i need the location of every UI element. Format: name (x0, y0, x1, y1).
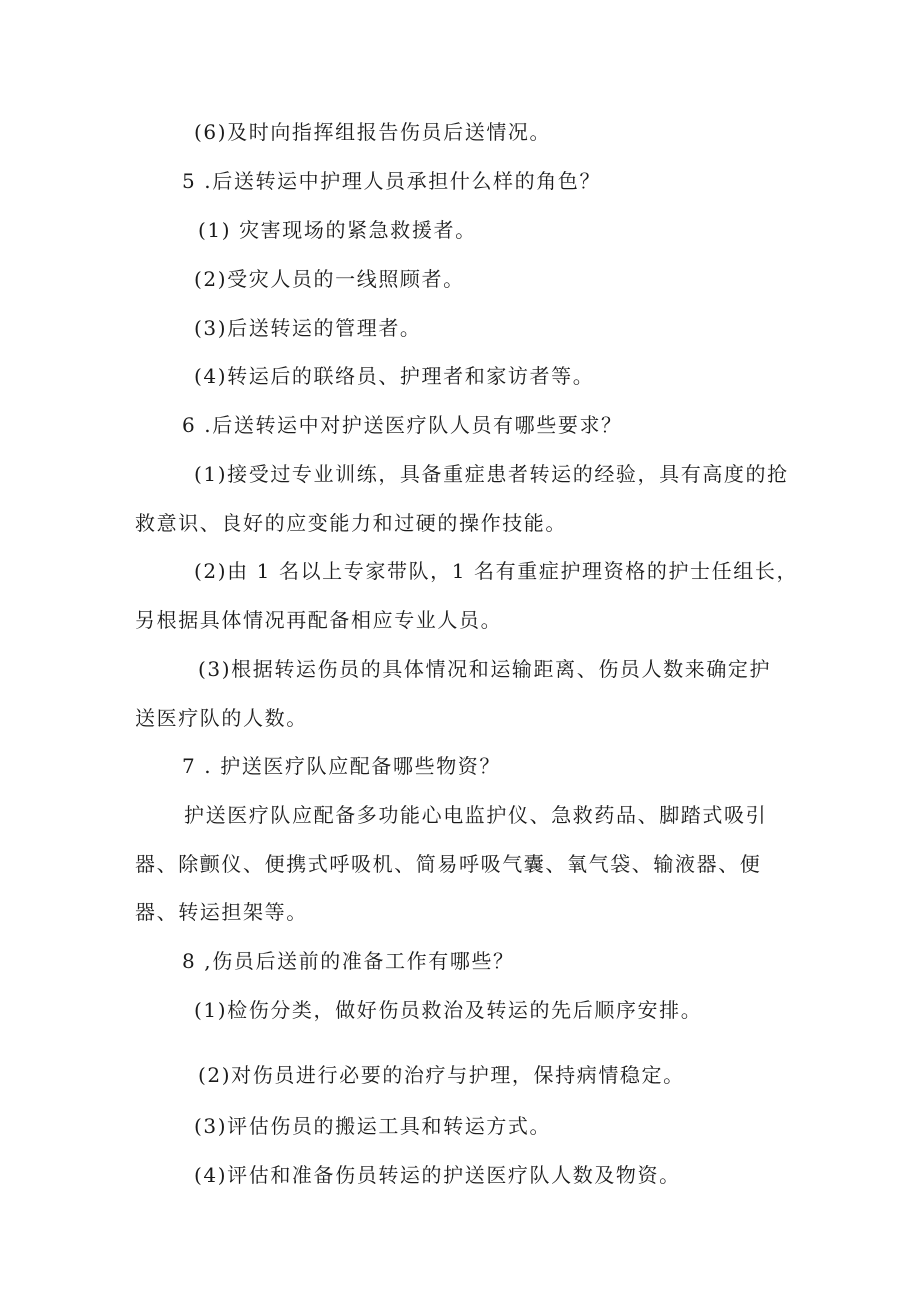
q5-answer-4: (4)转运后的联络员、护理者和家访者等。 (194, 364, 595, 388)
q6-answer-3-line-2: 送医疗队的人数。 (135, 706, 308, 730)
q5-answer-1: (1) 灾害现场的紧急救援者。 (198, 218, 477, 242)
q8-answer-3: (3)评估伤员的搬运工具和转运方式。 (194, 1114, 552, 1138)
q5-answer-2: (2)受灾人员的一线照顾者。 (194, 267, 465, 291)
q7-answer-line-1: 护送医疗队应配备多功能心电监护仪、急救药品、脚踏式吸引 (184, 803, 768, 827)
q6-answer-1-line-1: (1)接受过专业训练，具备重症患者转运的经验，具有高度的抢 (194, 462, 789, 486)
item-6-report-status: (6)及时向指挥组报告伤员后送情况。 (194, 120, 552, 144)
q8-answer-1: (1)检伤分类，做好伤员救治及转运的先后顺序安排。 (194, 998, 703, 1022)
q8-answer-2: (2)对伤员进行必要的治疗与护理，保持病情稳定。 (198, 1063, 685, 1087)
q6-answer-3-line-1: (3)根据转运伤员的具体情况和运输距离、伤员人数来确定护 (198, 657, 772, 681)
question-6-heading: 6 .后送转运中对护送医疗队人员有哪些要求？ (182, 413, 623, 437)
q7-answer-line-2: 器、除颤仪、便携式呼吸机、简易呼吸气囊、氧气袋、输液器、便 (135, 852, 762, 876)
q5-answer-3: (3)后送转运的管理者。 (194, 316, 422, 340)
q6-answer-2-line-2: 另根据具体情况再配备相应专业人员。 (135, 608, 503, 632)
question-8-heading: 8 ,伤员后送前的准备工作有哪些？ (182, 949, 515, 973)
q6-answer-2-line-1: (2)由 1 名以上专家带队，1 名有重症护理资格的护士任组长， (194, 559, 799, 583)
question-5-heading: 5 .后送转运中护理人员承担什么样的角色？ (182, 169, 602, 193)
question-7-heading: 7 . 护送医疗队应配备哪些物资？ (182, 754, 501, 778)
q6-answer-1-line-2: 救意识、良好的应变能力和过硬的操作技能。 (135, 511, 567, 535)
q7-answer-line-3: 器、转运担架等。 (135, 900, 308, 924)
q8-answer-4: (4)评估和准备伤员转运的护送医疗队人数及物资。 (194, 1163, 681, 1187)
